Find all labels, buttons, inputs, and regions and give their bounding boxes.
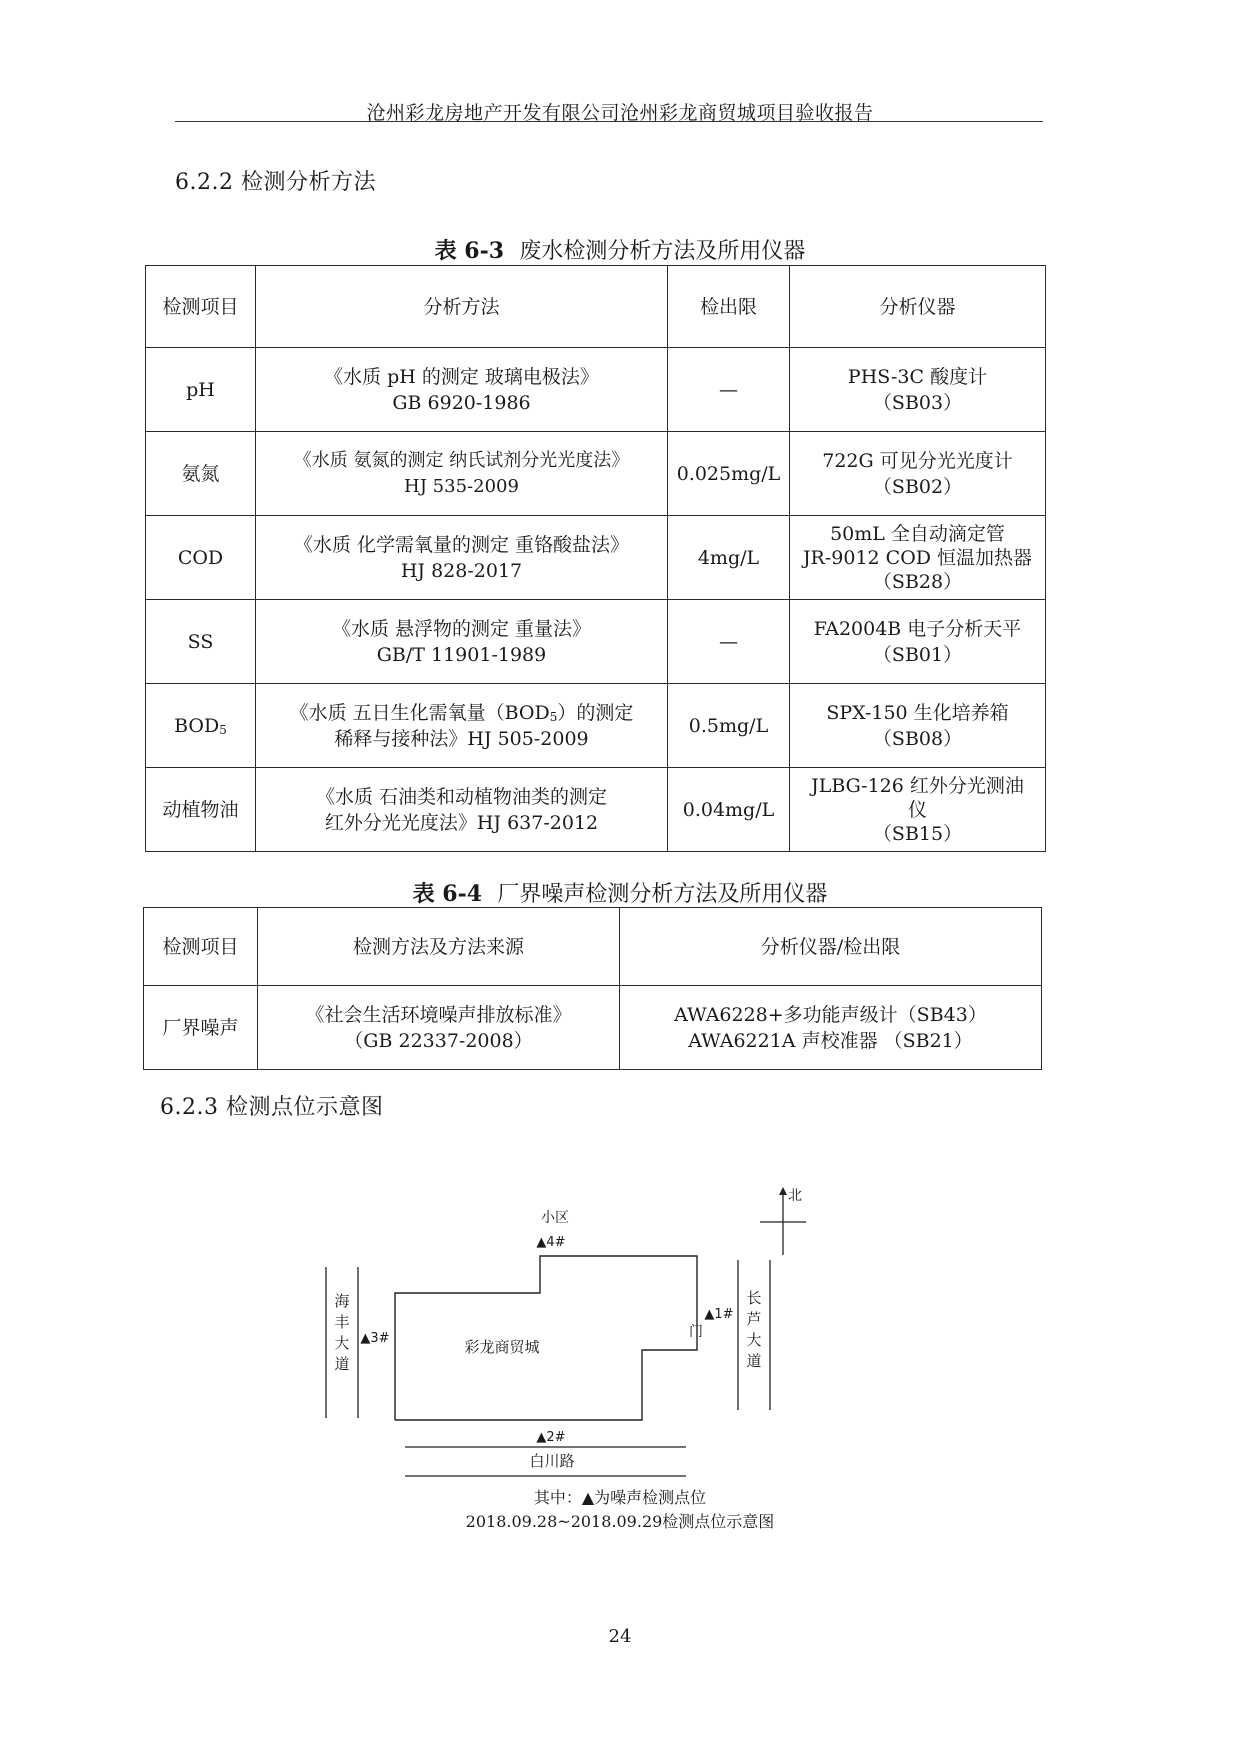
method-cell: 《水质 氨氮的测定 纳氏试剂分光光度法》 HJ 535-2009 bbox=[256, 432, 668, 516]
east-road-label bbox=[746, 1289, 761, 1370]
header-cell: 分析方法 bbox=[256, 266, 668, 348]
south-road-label: 白川路 bbox=[529, 1452, 575, 1470]
item-cell: $BOD_5$ bbox=[146, 684, 256, 768]
instrument-cell: PHS-3C 酸度计 （SB03） bbox=[790, 348, 1046, 432]
section-heading-623: 6.2.3 检测点位示意图 bbox=[160, 1095, 384, 1120]
item-cell: SS bbox=[146, 600, 256, 684]
noise-point-3: ▲3# bbox=[360, 1331, 390, 1346]
limit-cell: 0.025mg/L bbox=[668, 432, 790, 516]
table-6-3-number: 表 6-3 bbox=[434, 238, 505, 264]
west-road-char: 海 bbox=[334, 1292, 350, 1310]
building-outline bbox=[395, 1256, 697, 1420]
noise-point-1: ▲1# bbox=[704, 1307, 734, 1322]
west-road-char: 大 bbox=[334, 1334, 350, 1352]
method-cell: 《社会生活环境噪声排放标准》 （GB 22337-2008） bbox=[258, 986, 620, 1070]
gate-label: 门 bbox=[689, 1324, 703, 1340]
building-label: 彩龙商贸城 bbox=[464, 1338, 540, 1356]
east-road-char: 芦 bbox=[746, 1310, 762, 1328]
north-arrow-icon bbox=[779, 1187, 787, 1195]
limit-cell: — bbox=[668, 600, 790, 684]
method-cell: 《水质 悬浮物的测定 重量法》 GB/T 11901-1989 bbox=[256, 600, 668, 684]
instrument-cell: AWA6228+多功能声级计（SB43） AWA6221A 声校准器 （SB21） bbox=[620, 986, 1042, 1070]
method-cell: 《水质 五日生化需氧量$(BOD_5)$的测定 稀释与接种法》HJ 505-2009 bbox=[256, 684, 668, 768]
page-number: 24 bbox=[608, 1626, 632, 1647]
item-cell: 动植物油 bbox=[146, 768, 256, 852]
table-6-4-number: 表 6-4 bbox=[412, 881, 483, 907]
instrument-cell: FA2004B 电子分析天平 （SB01） bbox=[790, 600, 1046, 684]
east-road-char: 道 bbox=[746, 1352, 762, 1370]
east-road-char: 长 bbox=[746, 1289, 762, 1307]
map-caption: 2018.09.28~2018.09.29检测点位示意图 bbox=[465, 1512, 775, 1531]
header-cell: 检测项目 bbox=[146, 266, 256, 348]
noise-point-2: ▲2# bbox=[536, 1430, 566, 1445]
limit-cell: — bbox=[668, 348, 790, 432]
method-cell: 《水质 化学需氧量的测定 重铬酸盐法》 HJ 828-2017 bbox=[256, 516, 668, 600]
item-cell: pH bbox=[146, 348, 256, 432]
table-6-4-title: 厂界噪声检测分析方法及所用仪器 bbox=[497, 882, 828, 907]
section-heading-622: 6.2.2 检测分析方法 bbox=[175, 170, 376, 195]
header-cell: 检出限 bbox=[668, 266, 790, 348]
west-road-label bbox=[334, 1292, 349, 1373]
header-cell: 检测项目 bbox=[144, 908, 258, 986]
item-cell: 厂界噪声 bbox=[144, 986, 258, 1070]
method-cell: 《水质 石油类和动植物油类的测定 红外分光光度法》HJ 637-2012 bbox=[256, 768, 668, 852]
header-cell: 检测方法及方法来源 bbox=[258, 908, 620, 986]
table-6-3-title: 废水检测分析方法及所用仪器 bbox=[519, 239, 806, 264]
instrument-cell: JLBG-126 红外分光测油 仪 （SB15） bbox=[790, 768, 1046, 852]
west-road-char: 丰 bbox=[334, 1313, 350, 1331]
item-cell: COD bbox=[146, 516, 256, 600]
east-road-char: 大 bbox=[746, 1331, 762, 1349]
limit-cell: 0.04mg/L bbox=[668, 768, 790, 852]
north-label: 北 bbox=[788, 1188, 802, 1204]
report-header-title: 沧州彩龙房地产开发有限公司沧州彩龙商贸城项目验收报告 bbox=[366, 102, 874, 124]
item-cell: 氨氮 bbox=[146, 432, 256, 516]
method-cell: 《水质 pH 的测定 玻璃电极法》 GB 6920-1986 bbox=[256, 348, 668, 432]
west-road-char: 道 bbox=[334, 1355, 350, 1373]
limit-cell: 4mg/L bbox=[668, 516, 790, 600]
limit-cell: 0.5mg/L bbox=[668, 684, 790, 768]
header-cell: 分析仪器 bbox=[790, 266, 1046, 348]
noise-point-4: ▲4# bbox=[536, 1235, 566, 1250]
map-legend: 其中：▲为噪声检测点位 bbox=[533, 1488, 707, 1507]
instrument-cell: 50mL 全自动滴定管 JR-9012 COD 恒温加热器 （SB28） bbox=[790, 516, 1046, 600]
instrument-cell: 722G 可见分光光度计 （SB02） bbox=[790, 432, 1046, 516]
neighborhood-label: 小区 bbox=[541, 1210, 569, 1226]
header-cell: 分析仪器/检出限 bbox=[620, 908, 1042, 986]
instrument-cell: SPX-150 生化培养箱 （SB08） bbox=[790, 684, 1046, 768]
